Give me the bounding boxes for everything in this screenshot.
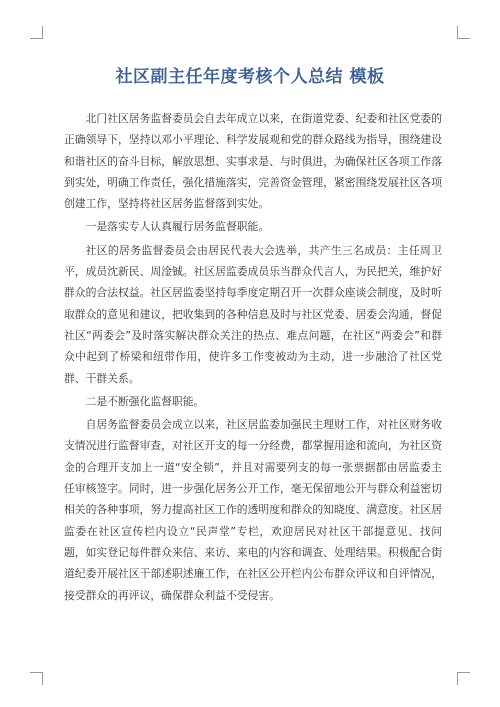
document-title: 社区副主任年度考核个人总结 模板 [115, 67, 385, 87]
section-heading-2: 二是不断强化监督职能。 [85, 394, 205, 408]
document-body [64, 108, 442, 608]
crop-mark-bottom-right [457, 672, 470, 685]
paragraph-intro: 北门社区居务监督委员会自去年成立以来，在街道党委、纪委和社区党委的正确领导下，坚持以邓小平理论、科学发展观和党的群众路线为指导，围绕建设和谐社区的奋斗目标，解放思想、实事求是、与时俱进，为确保社区各项工作落到实处，明确工作责任，强化措施落实，完善资金管理，紧密围绕发展社区各项创建工作，坚持将社区居务监督落到实处。 [64, 112, 442, 211]
crop-mark-top-right [457, 26, 470, 39]
paragraph-section-1: 社区的居务监督委员会由居民代表大会选举，共产生三名成员：主任周卫平，成员沈新民、周淦铖。社区居监委成员乐当群众代言人，为民把关，维护好群众的合法权益。社区居监委坚持每季度定期召开一次群众座谈会制度，及时听取群众的意见和建议，把收集到的各种信息及时与社区党委、居委会沟通，督促社区“两委会”及时落实解决群众关注的热点、难点问题，在社区“两委会”和群众中起到了桥梁和纽带作用，使许多工作变被动为主动，进一步融洽了社区党群、干群关系。 [64, 243, 442, 385]
section-heading-1: 一是落实专人认真履行居务监督职能。 [85, 220, 270, 234]
paragraph-section-2: 自居务监督委员会成立以来，社区居监委加强民主理财工作，对社区财务收支情况进行监督审查，对社区开支的每一分经费，都掌握用途和流向，为社区资金的合理开支加上一道“安全锁”，并且对需要列支的每一张票据都由居监委主任审核签字。同时，进一步强化居务公开工作，毫无保留地公开与群众利益密切相关的各种事项，努力提高社区工作的透明度和群众的知晓度、满意度。社区居监委在社区宣传栏内设立“民声堂”专栏，欢迎居民对社区干部提意见、找问题，如实登记每件群众来信、来访、来电的内容和调查、处理结果。积极配合街道纪委开展社区干部述职述廉工作，在社区公开栏内公布群众评议和自评情况，接受群众的再评议，确保群众利益不受侵害。 [64, 418, 442, 602]
crop-mark-top-left [30, 26, 43, 39]
crop-mark-bottom-left [30, 672, 43, 685]
